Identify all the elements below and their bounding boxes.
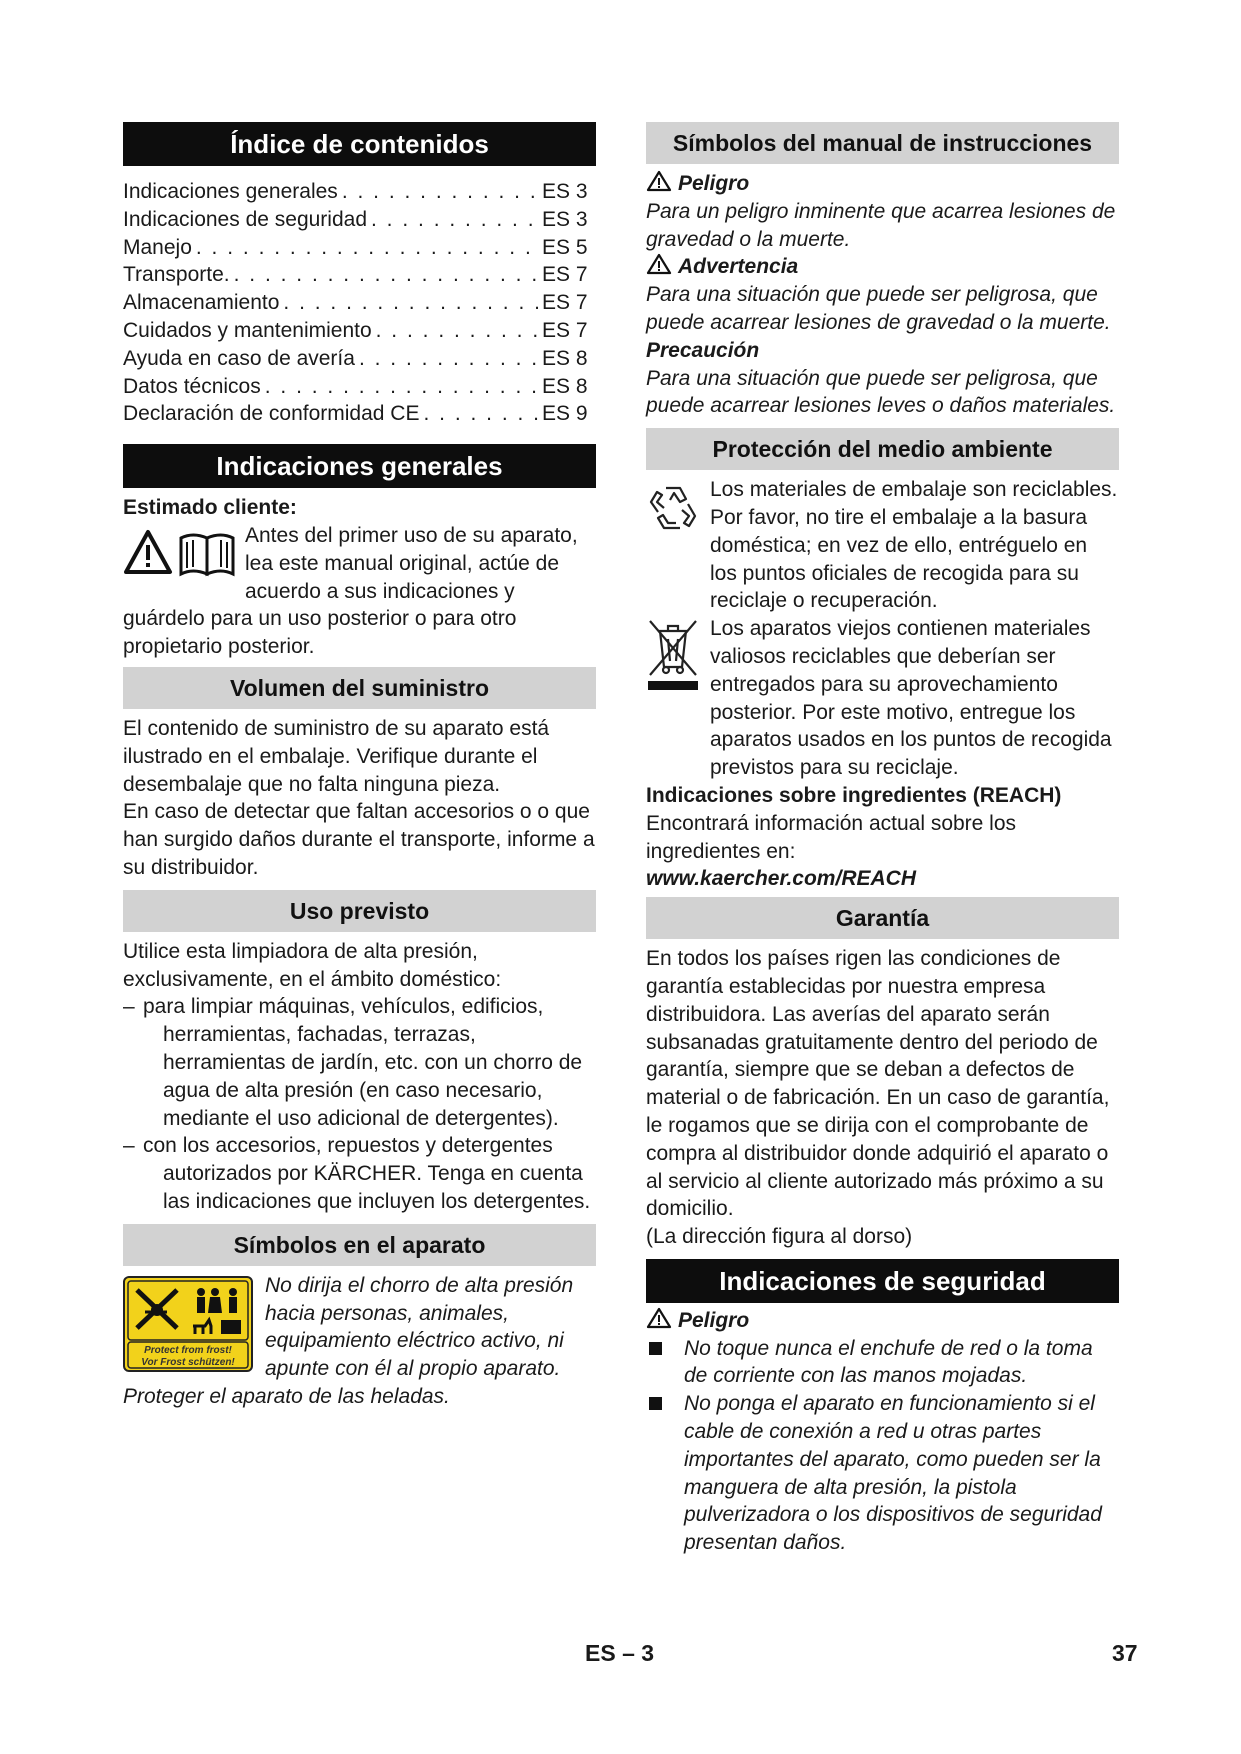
toc-entry-page: ES 8 bbox=[542, 346, 588, 370]
safety-list-item bbox=[646, 1390, 1119, 1557]
toc-leader bbox=[196, 234, 538, 262]
toc-leader bbox=[371, 206, 538, 234]
toc-entry-label: Manejo bbox=[123, 235, 192, 259]
footer-section-page: ES – 3 bbox=[585, 1640, 655, 1666]
greeting: Estimado cliente: bbox=[123, 496, 297, 520]
toc-entry-page: ES 7 bbox=[542, 318, 588, 342]
environment-heading: Protección del medio ambiente bbox=[646, 428, 1119, 470]
warranty-heading: Garantía bbox=[646, 897, 1119, 939]
toc-entry[interactable] bbox=[123, 400, 596, 428]
toc-entry-page: ES 3 bbox=[542, 180, 588, 203]
toc-entry-page: ES 8 bbox=[542, 374, 588, 398]
reach-text: Encontrará información actual sobre los ingredientes en: bbox=[646, 811, 1017, 863]
safety-item-text: No toque nunca el enchufe de red o la toma de corriente con las manos mojadas. bbox=[684, 1336, 1093, 1388]
manual-symbols-heading: Símbolos del manual de instrucciones bbox=[646, 122, 1119, 164]
recycling-icon bbox=[646, 476, 710, 615]
use-item-rest: herramientas, fachadas, terrazas, herramientas de jardín, etc. con un chorro de agua de alta presión (en caso necesario, mediante el uso adicional de detergentes). bbox=[163, 1023, 583, 1130]
toc-entry-label: Transporte. bbox=[123, 263, 230, 287]
safety-danger-label: Peligro bbox=[678, 1308, 750, 1332]
warning-triangle-icon bbox=[646, 170, 672, 192]
toc-entry-page: ES 7 bbox=[542, 263, 588, 287]
safety-list-item bbox=[646, 1335, 1119, 1391]
supply-text-1: El contenido de suministro de su aparato está ilustrado en el embalaje. Verifique durante el desembalaje que no falta ninguna pieza. bbox=[123, 716, 550, 796]
use-list-item bbox=[123, 993, 596, 1132]
left-column bbox=[123, 122, 596, 1411]
toc-list bbox=[123, 178, 596, 428]
sticker-text-de: Vor Frost schützen! bbox=[141, 1356, 235, 1368]
caution-label: Precaución bbox=[646, 338, 760, 362]
toc-entry-label: Ayuda en caso de avería bbox=[123, 346, 355, 370]
reach-heading: Indicaciones sobre ingredientes (REACH) bbox=[646, 783, 1062, 807]
danger-label: Peligro bbox=[678, 172, 750, 195]
toc-entry[interactable] bbox=[123, 206, 596, 234]
warning-sticker bbox=[123, 1276, 253, 1372]
toc-entry[interactable] bbox=[123, 261, 596, 289]
toc-entry-page: ES 7 bbox=[542, 291, 588, 315]
old-devices-text: Los aparatos viejos contienen materiales valiosos reciclables que deberían ser entregados para su aprovechamiento posterior. Por este motivo, entregue los aparatos usados en los puntos de recogida previstos para su reciclaje. bbox=[710, 617, 1112, 780]
warning-label: Advertencia bbox=[678, 255, 799, 279]
general-intro-text: Antes del primer uso de su aparato, lea este manual original, actúe de acuerdo a sus indicaciones y guárdelo para un uso posterior o para otro propietario posterior. bbox=[123, 523, 578, 659]
toc-leader bbox=[283, 289, 538, 317]
toc-entry[interactable] bbox=[123, 317, 596, 345]
toc-entry-label: Almacenamiento bbox=[123, 291, 280, 315]
square-bullet-icon bbox=[646, 1335, 684, 1391]
toc-leader bbox=[376, 317, 538, 345]
use-list-item bbox=[123, 1132, 596, 1215]
device-symbols-warning bbox=[123, 1272, 596, 1383]
toc-leader bbox=[265, 373, 538, 401]
dash-bullet: – bbox=[123, 995, 135, 1019]
warranty-note: (La dirección figura al dorso) bbox=[646, 1225, 913, 1249]
right-column bbox=[646, 122, 1119, 1557]
toc-leader bbox=[234, 261, 538, 289]
safety-danger-label-row bbox=[646, 1307, 1119, 1335]
toc-entry-label: Declaración de conformidad CE bbox=[123, 402, 420, 426]
warning-text: Para una situación que puede ser peligrosa, que puede acarrear lesiones de gravedad o la muerte. bbox=[646, 283, 1111, 334]
toc-entry-label: Cuidados y mantenimiento bbox=[123, 318, 372, 342]
crossed-bin-icon bbox=[646, 615, 710, 782]
toc-leader bbox=[423, 400, 538, 428]
safety-item-text: No ponga el aparato en funcionamiento si el cable de conexión a red u otras partes importantes del aparato, como pueden ser la manguera de alta presión, la pistola pulverizadora o los dispositivos de seguridad presentan daños. bbox=[684, 1392, 1102, 1555]
use-heading: Uso previsto bbox=[123, 890, 596, 932]
general-intro bbox=[123, 522, 596, 661]
use-item-first-line: para limpiar máquinas, vehículos, edificios, bbox=[143, 995, 544, 1019]
warning-label-row bbox=[646, 253, 1119, 281]
device-symbols-warning-text: No dirija el chorro de alta presión hacia personas, animales, equipamiento eléctrico activo, ni apunte con él al propio aparato. bbox=[265, 1273, 574, 1381]
caution-text: Para una situación que puede ser peligrosa, que puede acarrear lesiones leves o daños materiales. bbox=[646, 366, 1116, 418]
use-item-first-line: con los accesorios, repuestos y detergentes bbox=[143, 1134, 553, 1158]
supply-text-2: En caso de detectar que faltan accesorios o o que han surgido daños durante el transporte, informe a su distribuidor. bbox=[123, 800, 595, 879]
toc-entry-label: Datos técnicos bbox=[123, 374, 261, 398]
weee-row bbox=[646, 615, 1119, 782]
warning-manual-icon bbox=[123, 528, 239, 578]
use-intro: Utilice esta limpiadora de alta presión, exclusivamente, en el ámbito doméstico: bbox=[123, 939, 502, 991]
toc-entry-page: ES 5 bbox=[542, 235, 588, 259]
toc-entry[interactable] bbox=[123, 373, 596, 401]
toc-heading: Índice de contenidos bbox=[123, 122, 596, 166]
toc-entry[interactable] bbox=[123, 345, 596, 373]
footer-page-number: 37 bbox=[1112, 1640, 1138, 1666]
warning-triangle-icon bbox=[646, 253, 672, 275]
square-bullet-icon bbox=[646, 1390, 684, 1557]
toc-entry-page: ES 9 bbox=[542, 402, 588, 426]
danger-text: Para un peligro inminente que acarrea lesiones de gravedad o la muerte. bbox=[646, 199, 1116, 251]
dash-bullet: – bbox=[123, 1134, 135, 1158]
toc-entry-label: Indicaciones de seguridad bbox=[123, 207, 368, 231]
toc-entry-label: Indicaciones generales bbox=[123, 180, 338, 203]
toc-entry-page: ES 3 bbox=[542, 207, 588, 231]
supply-heading: Volumen del suministro bbox=[123, 667, 596, 709]
reach-link[interactable]: www.kaercher.com/REACH bbox=[646, 867, 916, 891]
packaging-recycling-row bbox=[646, 476, 1119, 615]
device-symbols-frost: Proteger el aparato de las heladas. bbox=[123, 1384, 450, 1408]
warranty-text: En todos los países rigen las condiciones de garantía establecidas por nuestra empresa distribuidora. Las averías del aparato serán subsanadas gratuitamente dentro del periodo de garantía, siempre que se deban a defectos de material o de fabricación. En un caso de garantía, le rogamos que se dirija con el comprobante de compra al distribuidor donde adquirió el aparato o al servicio al cliente autorizado más próximo a su domicilio. bbox=[646, 947, 1110, 1221]
device-symbols-heading: Símbolos en el aparato bbox=[123, 1224, 596, 1266]
packaging-text: Los materiales de embalaje son reciclables. Por favor, no tire el embalaje a la basura doméstica; en vez de ello, entréguelo en los puntos oficiales de recogida para su reciclaje o recuperación. bbox=[710, 478, 1118, 613]
toc-leader bbox=[342, 178, 538, 206]
toc-entry[interactable] bbox=[123, 178, 596, 206]
use-item-rest: autorizados por KÄRCHER. Tenga en cuenta las indicaciones que incluyen los detergentes. bbox=[163, 1162, 591, 1213]
warning-triangle-icon bbox=[646, 1307, 672, 1329]
toc-leader bbox=[359, 345, 538, 373]
danger-label-row bbox=[646, 170, 1119, 198]
general-heading: Indicaciones generales bbox=[123, 444, 596, 488]
toc-entry[interactable] bbox=[123, 289, 596, 317]
safety-heading: Indicaciones de seguridad bbox=[646, 1259, 1119, 1303]
sticker-text-en: Protect from frost! bbox=[144, 1344, 232, 1356]
toc-entry[interactable] bbox=[123, 234, 596, 262]
